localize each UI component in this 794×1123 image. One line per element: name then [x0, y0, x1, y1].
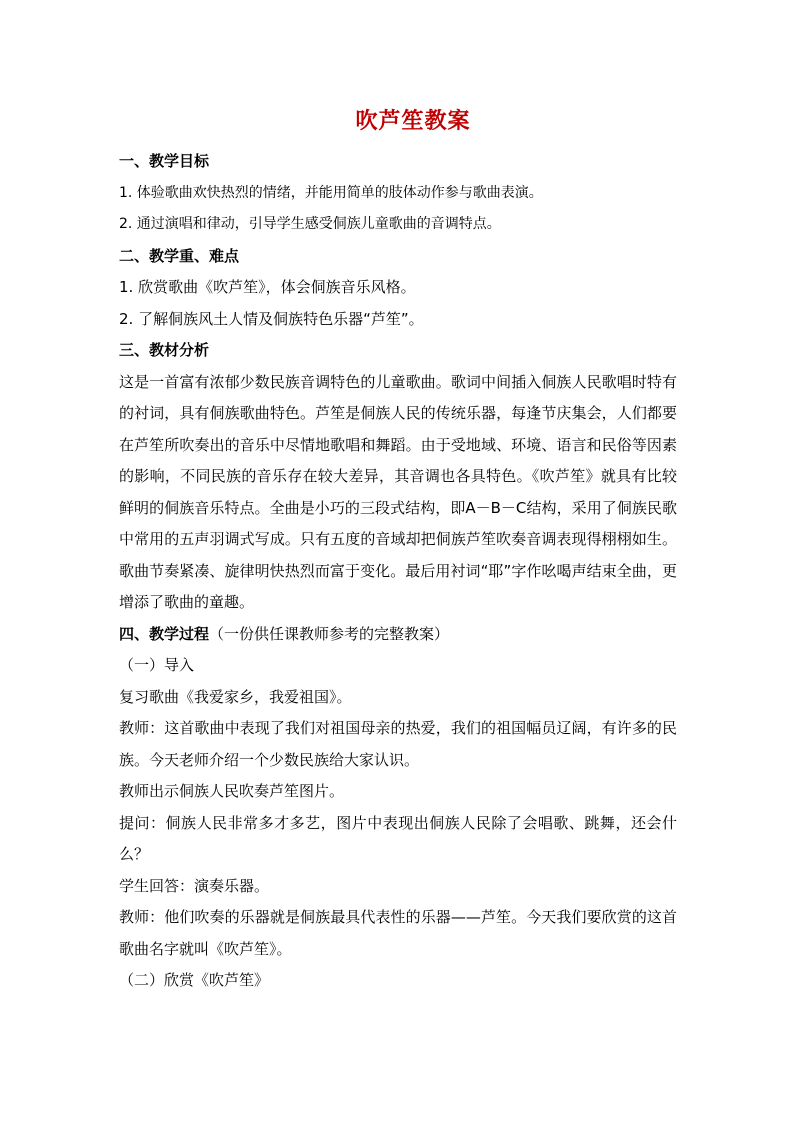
subsection-intro: （一）导入 — [119, 656, 195, 674]
section-heading-process — [119, 619, 677, 651]
section-heading-objectives: 一、教学目标 — [119, 152, 210, 170]
process-line: 教师出示侗族人民吹奏芦笙图片。 — [119, 782, 345, 800]
document-title: 吹芦笙教案 — [355, 108, 471, 134]
key-point-item: 2. 了解侗族风土人情及侗族特色乐器“芦笙”。 — [119, 309, 424, 328]
process-line: 教师：他们吹奏的乐器就是侗族最具代表性的乐器——芦笙。今天我们要欣赏的这首歌曲名字就叫《吹芦笙》。 — [119, 908, 677, 958]
section-heading-key-points: 二、教学重、难点 — [119, 246, 240, 265]
process-line: 提问：侗族人民非常多才多艺，图片中表现出侗族人民除了会唱歌、跳舞，还会什么？ — [119, 813, 677, 863]
section-heading-analysis: 三、教材分析 — [119, 341, 210, 359]
analysis-paragraph: 这是一首富有浓郁少数民族音调特色的儿童歌曲。歌词中间插入侗族人民歌唱时特有的衬词，具有侗族歌曲特色。芦笙是侗族人民的传统乐器，每逢节庆集会，人们都要在芦笙所吹奏出的音乐中尽情地歌唱和舞蹈。由于受地域、环境、语言和民俗等因素的影响，不同民族的音乐存在较大差异，其音调也各具特色。《吹芦笙》就具有比较鲜明的侗族音乐特点。全曲是小巧的三段式结构，即A－B－C结构，采用了侗族民歌中常用的五声羽调式写成。只有五度的音域却把侗族芦笙吹奏音调表现得栩栩如生。歌曲节奏紧凑、旋律明快热烈而富于变化。最后用衬词“耶”字作吆喝声结束全曲，更增添了歌曲的童趣。 — [119, 372, 677, 611]
process-heading-note: （一份供任课教师参考的完整教案） — [209, 624, 450, 643]
process-heading-text: 四、教学过程 — [119, 624, 210, 643]
subsection-listening: （二）欣赏《吹芦笙》 — [119, 971, 270, 989]
process-line: 教师：这首歌曲中表现了我们对祖国母亲的热爱，我们的祖国幅员辽阔，有许多的民族。今天老师介绍一个少数民族给大家认识。 — [119, 719, 677, 769]
objective-item: 1. 体验歌曲欢快热烈的情绪，并能用简单的肢体动作参与歌曲表演。 — [119, 184, 543, 201]
process-line: 学生回答：演奏乐器。 — [119, 876, 270, 895]
key-point-item: 1. 欣赏歌曲《吹芦笙》，体会侗族音乐风格。 — [119, 278, 416, 296]
objective-item: 2. 通过演唱和律动，引导学生感受侗族儿童歌曲的音调特点。 — [119, 216, 501, 232]
document-body — [119, 146, 677, 997]
process-line: 复习歌曲《我爱家乡，我爱祖国》。 — [119, 687, 352, 706]
